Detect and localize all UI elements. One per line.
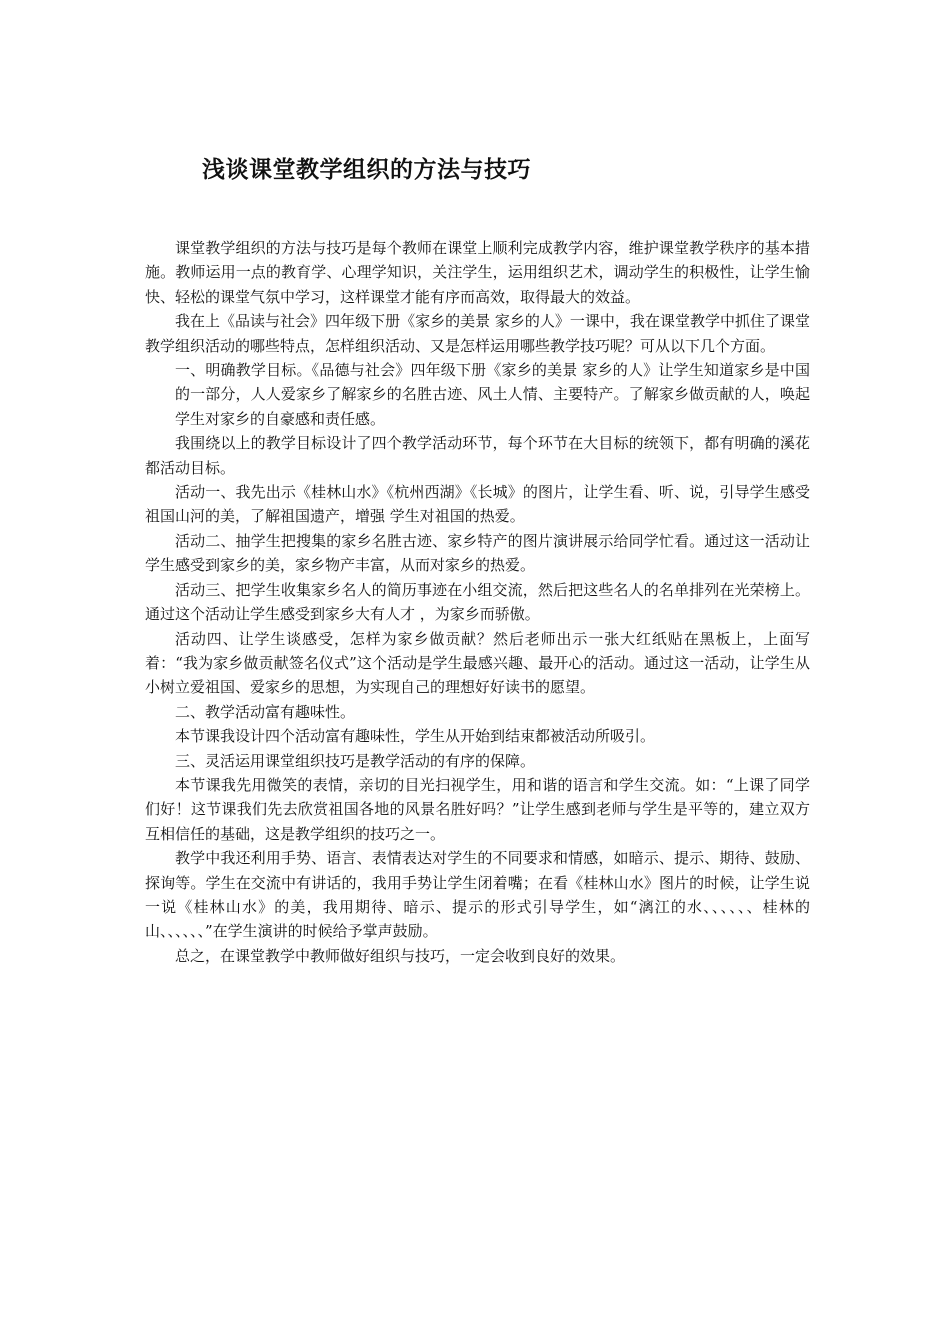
document-body xyxy=(145,236,810,968)
paragraph-activity-four: 活动四、让学生谈感受，怎样为家乡做贡献？然后老师出示一张大红纸贴在黑板上，上面写着：“我为家乡做贡献签名仪式”这个活动是学生最感兴趣、最开心的活动。通过这一活动，让学生从小树立爱祖国、爱家乡的思想，为实现自己的理想好好读书的愿望。 xyxy=(145,629,810,697)
paragraph-activity-two: 活动二、抽学生把搜集的家乡名胜古迹、家乡特产的图片演讲展示给同学忙看。通过这一活动让学生感受到家乡的美，家乡物产丰富，从而对家乡的热爱。 xyxy=(145,531,810,575)
paragraph-lesson-context: 我在上《品读与社会》四年级下册《家乡的美景 家乡的人》一课中，我在课堂教学中抓住了课堂教学组织活动的哪些特点，怎样组织活动、又是怎样运用哪些教学技巧呢？可从以下几个方面。 xyxy=(145,312,810,355)
paragraph-activity-design: 我围绕以上的教学目标设计了四个教学活动环节，每个环节在大目标的统领下，都有明确的溪花都活动目标。 xyxy=(145,434,810,477)
paragraph-activity-one: 活动一、我先出示《桂林山水》《杭州西湖》《长城》的图片，让学生看、听、说，引导学生感受祖国山河的美，了解祖国遗产，增强 学生对祖国的热爱。 xyxy=(145,483,810,526)
paragraph-conclusion: 总之，在课堂教学中教师做好组织与技巧，一定会收到良好的效果。 xyxy=(175,946,626,965)
paragraph-activity-three: 活动三、把学生收集家乡名人的简历事迹在小组交流，然后把这些名人的名单排列在光荣榜上。通过这个活动让学生感受到家乡大有人才 ，为家乡而骄傲。 xyxy=(145,580,810,624)
paragraph-section-one xyxy=(145,358,810,431)
paragraph-section-one-text: 一、明确教学目标。《品德与社会》四年级下册《家乡的美景 家乡的人》让学生知道家乡是中国的一部分，人人爱家乡了解家乡的名胜古迹、风土人情、主要特产。了解家乡做贡献的人，唤起学生对家乡的自豪感和责任感。 xyxy=(175,361,810,428)
paragraph-section-three-heading: 三、灵活运用课堂组织技巧是教学活动的有序的保障。 xyxy=(175,751,536,770)
paragraph-section-three-gestures: 教学中我还利用手势、语言、表情表达对学生的不同要求和情感，如暗示、提示、期待、鼓励、探询等。学生在交流中有讲话的，我用手势让学生闭着嘴；在看《桂林山水》图片的时候，让学生说一说《桂林山水》的美，我用期待、暗示、提示的形式引导学生，如“漓江的水、、、、、、桂林的山、、、、、、”在学生演讲的时候给予掌声鼓励。 xyxy=(145,849,810,941)
paragraph-section-two: 本节课我设计四个活动富有趣味性，学生从开始到结束都被活动所吸引。 xyxy=(175,727,656,746)
paragraph-section-two-heading: 二、教学活动富有趣味性。 xyxy=(175,702,356,721)
paragraph-section-three-smile: 本节课我先用微笑的表情，亲切的目光扫视学生，用和谐的语言和学生交流。如：“上课了同学们好！这节课我们先去欣赏祖国各地的风景名胜好吗？”让学生感到老师与学生是平等的，建立双方互相信任的基础，这是教学组织的技巧之一。 xyxy=(145,775,810,843)
paragraph-intro: 课堂教学组织的方法与技巧是每个教师在课堂上顺利完成教学内容，维护课堂教学秩序的基本措施。教师运用一点的教育学、心理学知识，关注学生，运用组织艺术，调动学生的积极性，让学生愉快、轻松的课堂气氛中学习，这样课堂才能有序而高效，取得最大的效益。 xyxy=(145,239,810,306)
document-title: 浅谈课堂教学组织的方法与技巧 xyxy=(202,157,531,183)
